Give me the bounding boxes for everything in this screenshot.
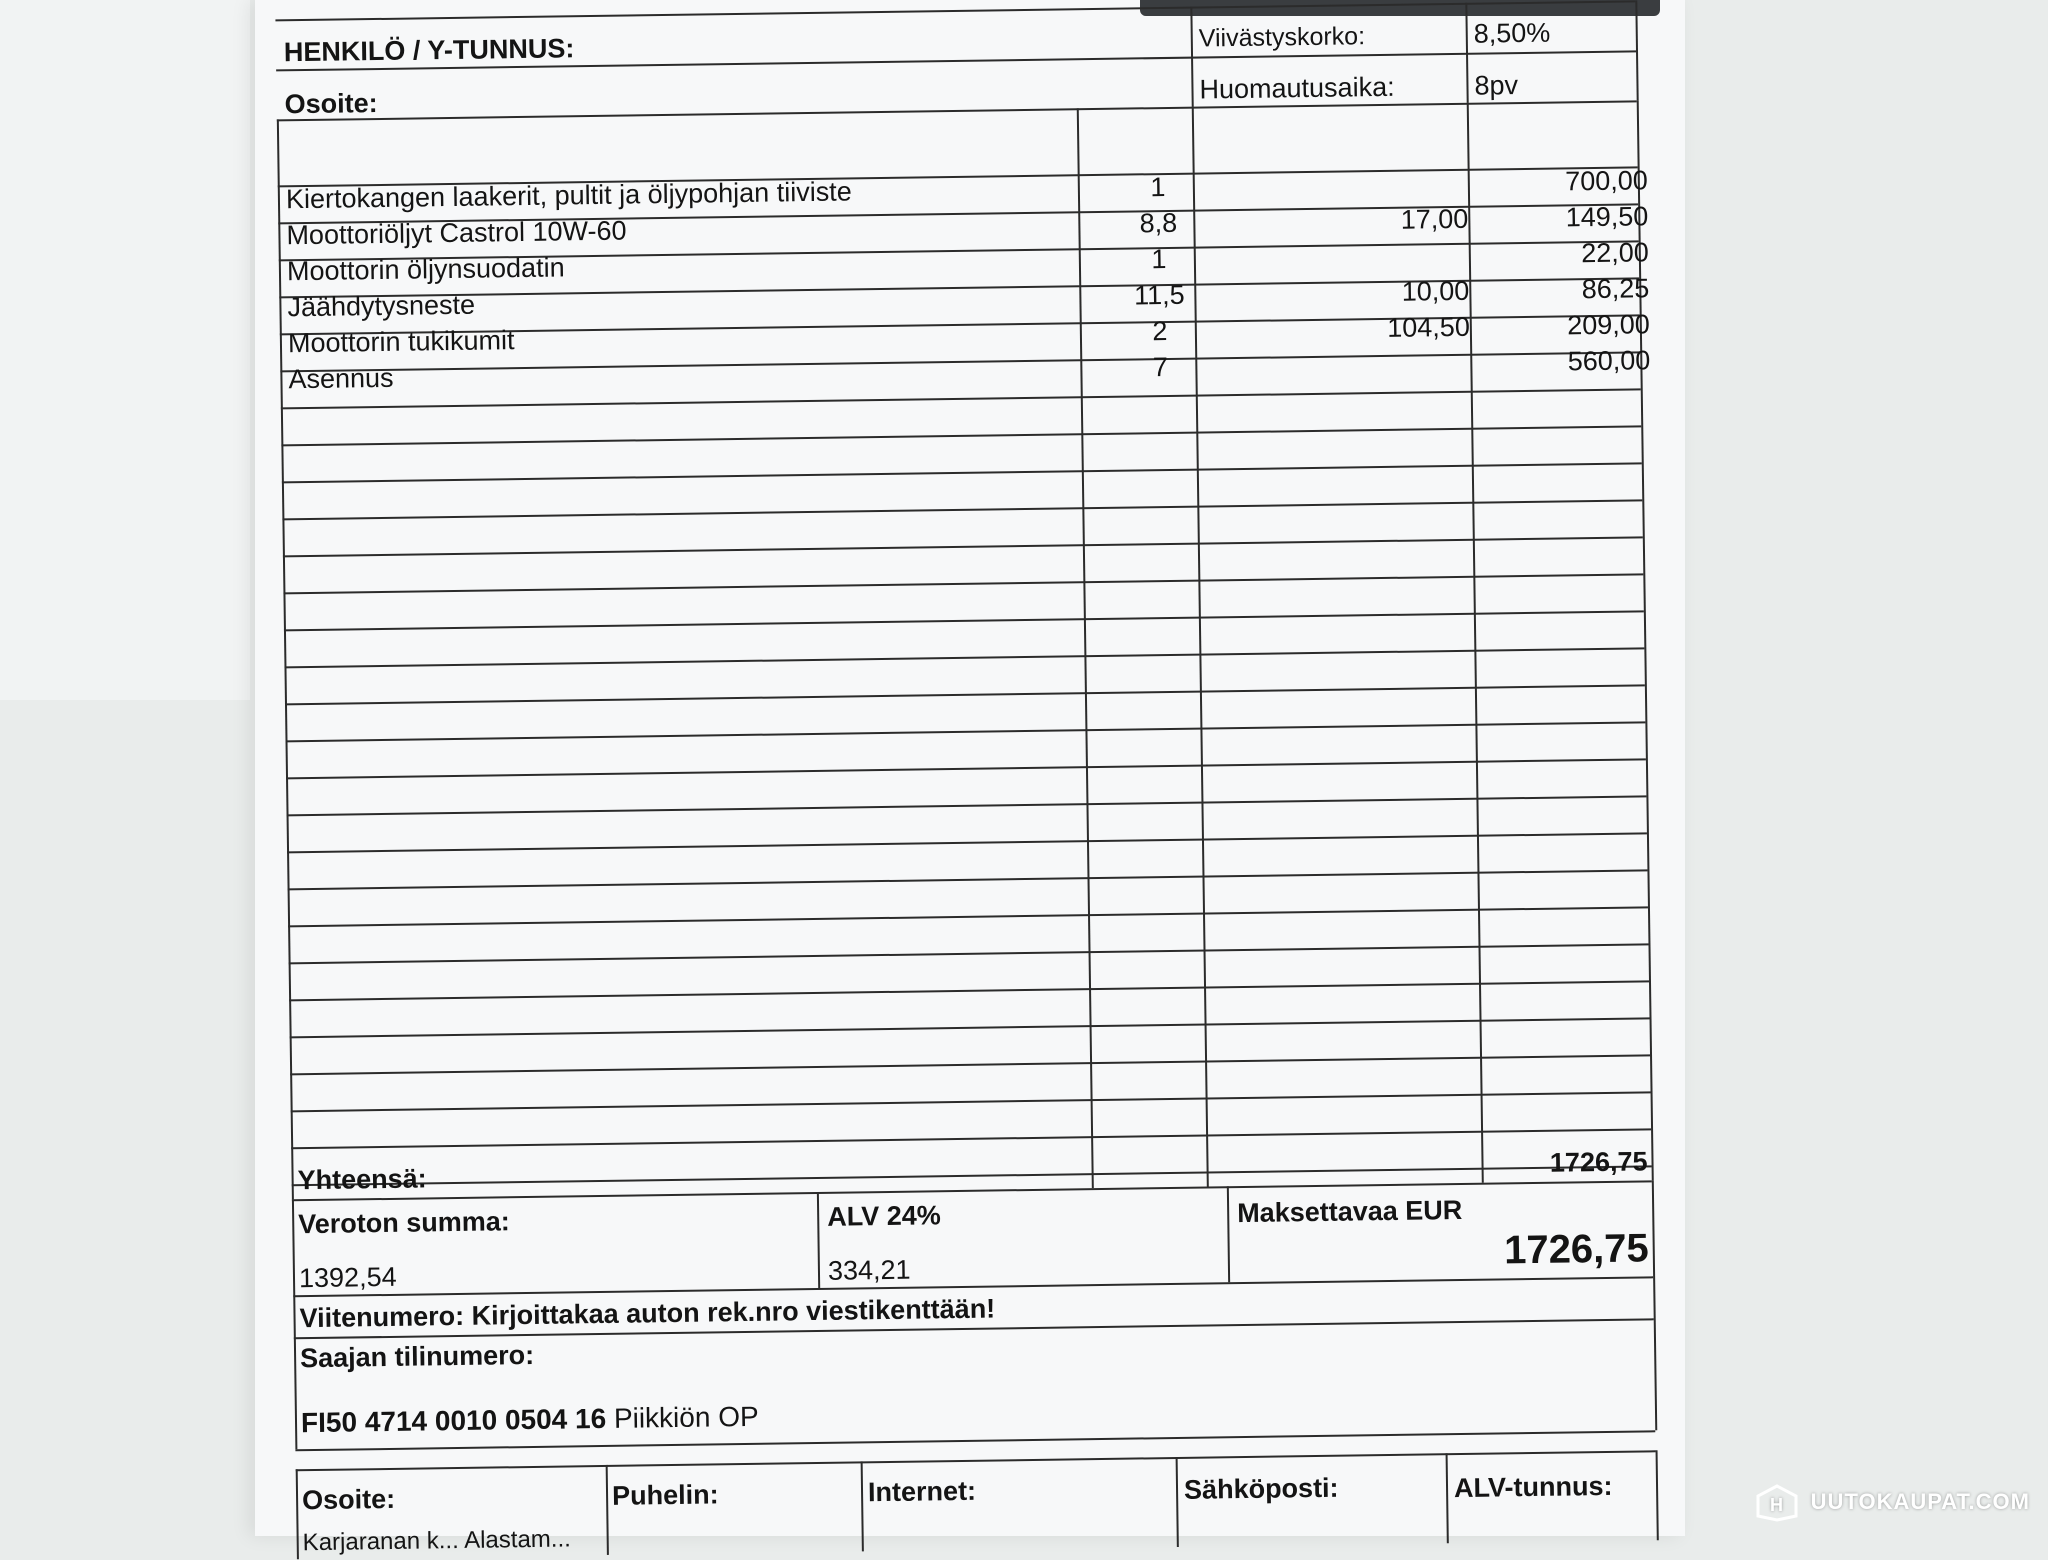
late-interest-label: Viivästyskorko: [1198, 22, 1366, 53]
item-quantity: 11,5 [1133, 279, 1185, 311]
table-rule-line [285, 721, 1645, 742]
item-total: 560,00 [1567, 345, 1651, 377]
payment-left-border [292, 1199, 297, 1449]
totals-divider-2 [1227, 1186, 1230, 1282]
payable-value: 1726,75 [1503, 1226, 1650, 1273]
item-description: Moottorin öljynsuodatin [286, 252, 565, 287]
table-rule-line [291, 1091, 1651, 1112]
vat-value: 334,21 [827, 1254, 911, 1286]
item-total: 22,00 [1581, 237, 1650, 269]
footer-divider-4 [1446, 1453, 1449, 1543]
header-bottom-line [277, 100, 1637, 121]
table-rule-line [286, 758, 1646, 779]
reference-text: Viitenumero: Kirjoittakaa auton rek.nro viestikenttään! [299, 1293, 996, 1334]
footer-left-border [296, 1469, 299, 1559]
footer-email-label: Sähköposti: [1183, 1472, 1339, 1505]
item-quantity: 1 [1151, 244, 1167, 275]
account-number [301, 1401, 759, 1439]
table-rule-line [284, 647, 1644, 668]
footer-divider-2 [861, 1461, 864, 1551]
late-interest-value: 8,50% [1473, 17, 1551, 49]
item-description: Moottoriöljyt Castrol 10W-60 [286, 215, 627, 251]
item-total: 209,00 [1567, 309, 1651, 341]
footer-top-line [296, 1450, 1656, 1471]
watermark-logo-icon [1756, 1484, 1798, 1522]
table-rule-line [287, 795, 1647, 816]
item-unit-price: 104,50 [1387, 311, 1471, 343]
watermark-text: UUTOKAUPAT.COM [1810, 1488, 2030, 1514]
item-unit-price: 10,00 [1401, 275, 1470, 307]
items-table [278, 165, 1651, 395]
table-rule-line [289, 943, 1649, 964]
footer-vat-id-label: ALV-tunnus: [1453, 1470, 1613, 1504]
table-rule-line [289, 980, 1649, 1001]
table-rule-line [288, 906, 1648, 927]
table-rule-line [284, 610, 1644, 631]
table-rule-line [281, 425, 1641, 446]
footer-phone-label: Puhelin: [611, 1479, 719, 1511]
person-label: HENKILÖ / Y-TUNNUS: [283, 33, 575, 68]
item-description: Kiertokangen laakerit, pultit ja öljypohjan tiiviste [285, 176, 852, 215]
footer-address-label: Osoite: [301, 1483, 396, 1516]
header-right-border [1635, 0, 1638, 100]
totals-divider-1 [817, 1192, 820, 1288]
item-quantity: 7 [1152, 351, 1169, 383]
table-rule-line [285, 684, 1645, 705]
payable-label: Maksettavaa EUR [1236, 1194, 1463, 1229]
invoice-document [245, 0, 1716, 1557]
background-paper [0, 0, 250, 700]
watermark [1756, 1484, 2030, 1522]
footer-divider-1 [606, 1465, 609, 1555]
complaint-label: Huomautusaika: [1199, 71, 1395, 105]
payment-right-border [1652, 1180, 1657, 1430]
account-label: Saajan tilinumero: [299, 1339, 535, 1374]
item-description: Jäähdytysneste [287, 289, 476, 323]
item-quantity: 8,8 [1139, 207, 1178, 239]
bank-name: Piikkiön OP [613, 1400, 759, 1434]
vat-label: ALV 24% [826, 1200, 941, 1232]
complaint-value: 8pv [1474, 70, 1519, 101]
net-value: 1392,54 [298, 1261, 397, 1294]
table-rule-line [290, 1054, 1650, 1075]
footer-divider-3 [1176, 1457, 1179, 1547]
sum-label: Yhteensä: [297, 1163, 427, 1196]
item-description: Moottorin tukikumit [287, 325, 515, 359]
item-total: 149,50 [1565, 201, 1649, 233]
net-label: Veroton summa: [298, 1206, 510, 1240]
item-unit-price: 17,00 [1400, 203, 1469, 235]
table-rule-line [282, 499, 1642, 520]
footer-right-border [1656, 1450, 1659, 1540]
footer-address-value: Karjaranan k... Alastam... [302, 1525, 571, 1557]
table-rule-line [287, 832, 1647, 853]
item-total: 86,25 [1581, 273, 1650, 305]
item-unit-price [1218, 168, 1468, 171]
address-label: Osoite: [284, 88, 378, 120]
item-quantity: 2 [1152, 316, 1168, 347]
item-description: Asennus [288, 362, 394, 395]
table-rule-line [290, 1017, 1650, 1038]
footer-internet-label: Internet: [867, 1475, 977, 1508]
table-rule-line [291, 1128, 1651, 1149]
table-rule-line [282, 462, 1642, 483]
svg-text:H: H [1769, 1495, 1784, 1515]
table-rule-line [288, 869, 1648, 890]
table-rule-line [283, 536, 1643, 557]
item-quantity: 1 [1150, 172, 1166, 203]
sum-value: 1726,75 [1549, 1146, 1648, 1178]
table-rule-line [283, 573, 1643, 594]
item-total: 700,00 [1565, 165, 1649, 197]
iban: FI50 4714 0010 0504 16 [300, 1402, 607, 1439]
